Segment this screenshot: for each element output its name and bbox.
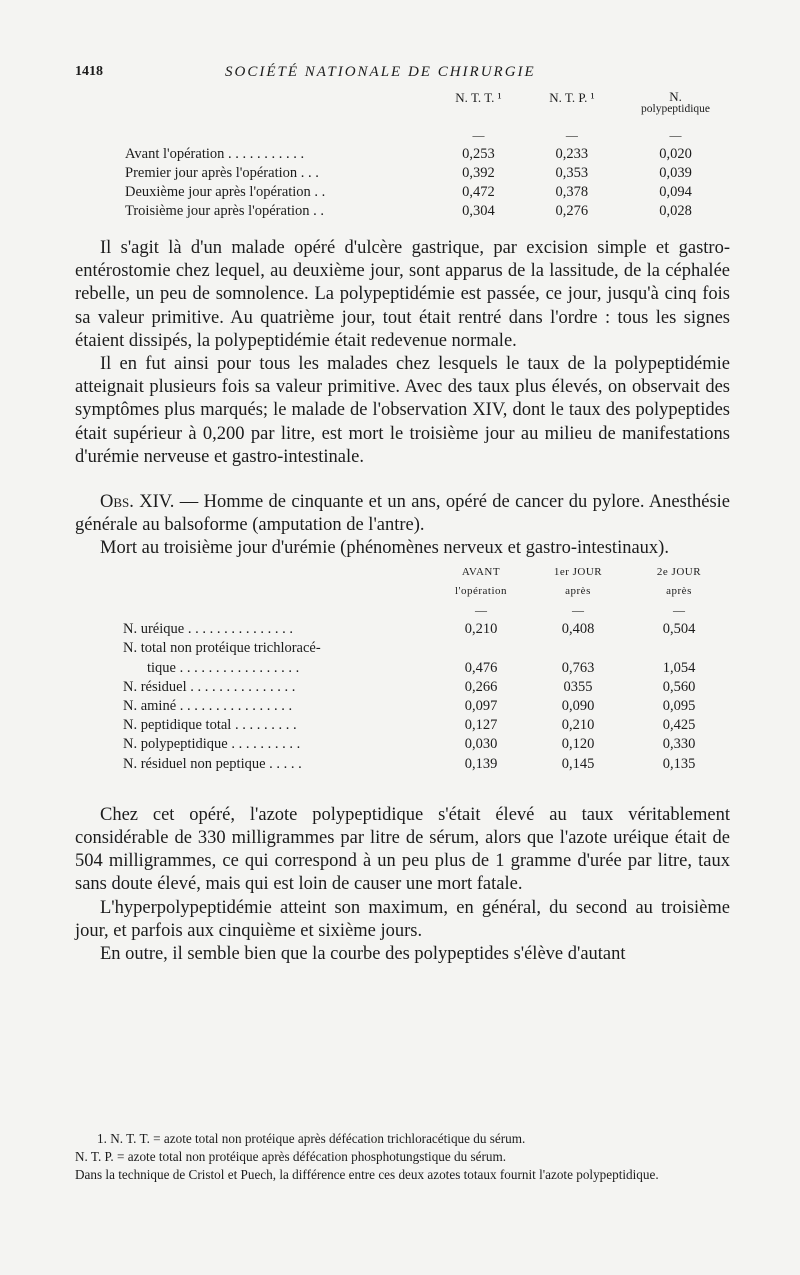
row-label: Deuxième jour après l'opération . .: [125, 184, 326, 200]
observation-text: — Homme de cinquante et un ans, opéré de cancer du pylore. Anesthésie générale au balsoforme (amputation de l'antre).: [75, 492, 730, 536]
cell-value: 0,253: [462, 146, 495, 162]
cell-value: 0,094: [659, 184, 692, 200]
row-label: N. résiduel non peptique . . . . .: [123, 755, 302, 772]
paragraph: Chez cet opéré, l'azote polypeptidique s'était élevé au taux véritablement considérable de 330 milligrammes par litre de sérum, alors que l'azote uréique était de 504 milligrammes, ce qui correspond à un peu plus de 1 gramme d'urée par litre, taux sans doute élevé, mais qui est loin de causer une mort fatale.: [75, 804, 730, 895]
table-row: [123, 620, 729, 639]
cell-value: 0,472: [462, 184, 495, 200]
cell-value: 0,145: [561, 755, 595, 772]
page-number: 1418: [75, 64, 103, 79]
paragraph: L'hyperpolypeptidémie atteint son maximum, en général, du second au troisième jour, et parfois aux cinquième et sixième jours.: [75, 897, 730, 941]
cell-value: 0,304: [462, 203, 495, 219]
table-observation-xiv: [123, 563, 729, 774]
column-header-line: polypeptidique: [641, 103, 710, 115]
cell-value: 0,127: [464, 717, 498, 734]
cell-value: 0,560: [662, 678, 696, 695]
body-text-1: [75, 237, 730, 469]
cell-value: [435, 639, 527, 658]
dash: —: [673, 603, 685, 618]
cell-value: 0,476: [464, 659, 498, 676]
column-header: N. T. T. ¹: [455, 90, 502, 105]
column-header: N. T. P. ¹: [549, 90, 595, 105]
cell-value: [527, 639, 629, 658]
cell-value: 0355: [563, 678, 593, 695]
paragraph: Il s'agit là d'un malade opéré d'ulcère gastrique, par excision simple et gastro-entérostomie chez lequel, au deuxième jour, sont apparus de la lassitude, de la céphalée rebelle, un peu de somnolence. La polypeptidémie est passée, ce jour, jusqu'à cinq fois sa valeur primitive. Au quatrième jour, tout était rentré dans l'ordre : tous les signes étaient dissipés, la polypeptidémie était redevenue normale.: [75, 238, 730, 351]
footnote: 1. N. T. T. = azote total non protéique après défécation trichloracétique du sérum.: [97, 1131, 526, 1146]
cell-value: 0,039: [659, 165, 692, 181]
footnote: Dans la technique de Cristol et Puech, la différence entre ces deux azotes totaux fournit l'azote polypeptidique.: [75, 1167, 659, 1182]
column-header-line: AVANT: [461, 565, 501, 578]
dash: —: [572, 603, 584, 618]
cell-value: 0,139: [464, 755, 498, 772]
column-header-line: 1er JOUR: [553, 565, 603, 578]
row-label: N. résiduel . . . . . . . . . . . . . . .: [123, 678, 296, 695]
cell-value: 0,030: [464, 736, 498, 753]
cell-value: 0,097: [464, 698, 498, 715]
row-label: N. total non protéique trichloracé-: [123, 640, 321, 657]
cell-value: 0,425: [662, 717, 696, 734]
observation-text-2: Mort au troisième jour d'urémie (phénomènes nerveux et gastro-intestinaux).: [100, 538, 669, 559]
column-header-line: N.: [669, 89, 682, 104]
page-header: [75, 60, 730, 90]
dash: —: [472, 128, 485, 142]
column-header-line: 2e JOUR: [656, 565, 702, 578]
body-text-2: [75, 804, 730, 966]
cell-value: 0,378: [555, 184, 589, 200]
table-row: [123, 755, 729, 774]
column-header: [629, 563, 729, 601]
cell-value: [629, 639, 729, 658]
cell-value: 0,210: [561, 717, 595, 734]
page: [75, 60, 730, 966]
cell-value: 0,763: [561, 659, 595, 676]
table-polypeptidemia-1: [125, 90, 730, 221]
cell-value: 0,504: [662, 621, 696, 638]
column-header: [621, 90, 730, 126]
column-header-line: après: [565, 584, 591, 597]
paragraph: Il en fut ainsi pour tous les malades chez lesquels le taux de la polypeptidémie atteignait plusieurs fois sa valeur primitive. Avec des taux plus élevés, on observait des symptômes plus marqués; le malade de l'observation XIV, dont le taux des polypeptides était supérieur à 0,200 par litre, est mort le troisième jour au milieu de manifestations d'urémie nerveuse et gastro-intestinale.: [75, 354, 730, 467]
table-row: [125, 183, 730, 202]
cell-value: 0,120: [561, 736, 595, 753]
cell-value: 0,353: [555, 165, 589, 181]
observation-intro: [75, 491, 730, 537]
table-row: [123, 735, 729, 754]
footnotes: [75, 1130, 735, 1184]
cell-value: 0,020: [659, 146, 692, 162]
cell-value: 0,276: [555, 203, 589, 219]
cell-value: 0,095: [662, 698, 696, 715]
cell-value: 0,210: [464, 621, 498, 638]
row-label: Premier jour après l'opération . . .: [125, 165, 319, 181]
column-header: [435, 563, 527, 601]
column-header-line: après: [666, 584, 692, 597]
cell-value: 0,408: [561, 621, 595, 638]
row-label: N. polypeptidique . . . . . . . . . .: [123, 736, 301, 753]
column-header: [527, 563, 629, 601]
observation-label: Obs. XIV.: [100, 492, 175, 513]
cell-value: 1,054: [662, 659, 696, 676]
cell-value: 0,135: [662, 755, 696, 772]
cell-value: 0,090: [561, 698, 595, 715]
column-header-line: l'opération: [454, 584, 508, 597]
cell-value: 0,233: [555, 146, 589, 162]
table-row: [125, 202, 730, 221]
table-row: [125, 164, 730, 183]
row-label: N. aminé . . . . . . . . . . . . . . . .: [123, 698, 293, 715]
cell-value: 0,266: [464, 678, 498, 695]
table-row: [123, 697, 729, 716]
paragraph: En outre, il semble bien que la courbe des polypeptides s'élève d'autant: [100, 944, 626, 965]
running-title: SOCIÉTÉ NATIONALE DE CHIRURGIE: [225, 64, 536, 80]
dash: —: [669, 128, 682, 142]
footnote: N. T. P. = azote total non protéique après défécation phosphotungstique du sérum.: [75, 1149, 507, 1164]
table-row: [123, 716, 729, 735]
dash: —: [475, 603, 487, 618]
cell-value: 0,028: [659, 203, 692, 219]
row-label: tique . . . . . . . . . . . . . . . . .: [147, 659, 300, 676]
table-row: [123, 659, 729, 678]
observation: [75, 491, 730, 561]
table-row: [123, 678, 729, 697]
table-row: [123, 639, 729, 658]
row-label: Troisième jour après l'opération . .: [125, 203, 324, 219]
dash: —: [565, 128, 578, 142]
cell-value: 0,330: [662, 736, 696, 753]
table-row: [125, 145, 730, 164]
row-label: N. uréique . . . . . . . . . . . . . . .: [123, 621, 293, 638]
cell-value: 0,392: [462, 165, 495, 181]
row-label: N. peptidique total . . . . . . . . .: [123, 717, 297, 734]
row-label: Avant l'opération . . . . . . . . . . .: [125, 146, 305, 162]
